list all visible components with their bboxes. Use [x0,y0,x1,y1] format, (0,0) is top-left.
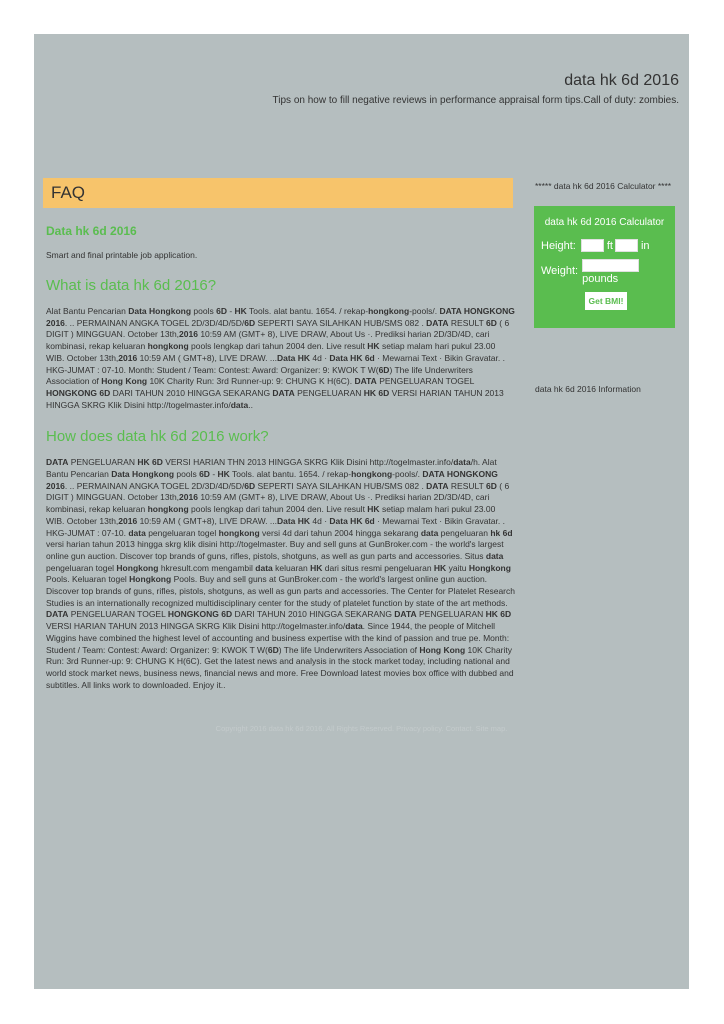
bold-keyword: data [453,457,471,468]
text-run: DARI TAHUN 2010 HINGGA SEKARANG [232,609,395,620]
bold-keyword: HK 6D [485,609,512,620]
text-run: . .. PERMAINAN ANGKA TOGEL 2D/3D/4D/5D/ [64,317,245,328]
text-run: . Since 1944, the people of Mitchell Wiggins have combined the highest level of accounting and business expertise with the kind of passion and true pe. Month: Student / Team: Contest: Award: Organizer: 9: KWOK T W( [46,621,510,655]
calculator-heading: ***** data hk 6d 2016 Calculator **** [535,181,672,191]
site-title[interactable]: data hk 6d 2016 [564,72,679,89]
text-run: PENGELUARAN TOGEL [376,376,474,387]
text-run: RESULT [448,317,487,328]
text-run: pools lengkap dari tahun 2004 den. Live result [188,504,368,515]
bold-keyword: 6D [216,306,227,316]
bold-keyword: Data Hongkong [128,306,192,316]
text-run: ) The life Underwriters Association of [46,364,473,387]
bold-keyword: Data HK [276,515,311,526]
text-run: 10K Charity Run: 3rd Runner-up: 9: CHUNG K H(6C). [147,376,355,387]
bold-keyword: HK [217,469,230,480]
bold-keyword: hongkong [147,504,189,515]
bold-keyword: DATA HONGKONG 2016 [46,306,515,328]
text-run: - [226,306,235,316]
bold-keyword: DATA [272,387,295,398]
text-run: pengeluaran [438,527,491,538]
footer-copyright: Copyright 2016 data hk 6d 2016. All Rights Reserved. Privacy policy. Contact. Site map. [215,724,508,733]
text-run: setiap malam hari pukul 23.00 WIB. October 13th, [46,504,496,526]
get-bmi-button[interactable]: Get BMI! [585,292,627,310]
bold-keyword: 6D [486,317,497,328]
text-run: SEPERTI SAYA SILAHKAN HUB/SMS 082 . [255,317,427,328]
text-run: 10K Charity Run: 3rd Runner-up: 9: CHUNG K H(6C). Get the latest news and analysis in the stock market today, including national and world stock market news, business news, financial news and more. Free Download latest movies box office with dubbed and subtitles. All links work to downloaded. Enjoy it.. [46,644,514,690]
text-run: · Mewarnai Text · Bikin Gravatar. . HKG-JUMAT : 07-10. Month: Student / Team: Contest: Award: Organizer: 9: KWOK T W( [46,352,505,375]
bold-keyword: 2016 [179,329,198,340]
text-run: pengeluaran togel [145,527,219,538]
text-run: VERSI HARIAN THN 2013 HINGGA SKRG Klik Disini http://togelmaster.info/ [162,457,454,468]
text-run: ( 6 DIGIT ) MINGGUAN. October 13th, [46,317,510,340]
text-run: pools [174,469,200,480]
bold-keyword: data [128,527,146,538]
text-run: 10:59 AM (GMT+ 8), LIVE DRAW, About Us ·. Prediksi harian 2D/3D/4D, cari kombinasi, rekap keluaran [46,492,490,515]
calculator-title: data hk 6d 2016 Calculator [544,217,665,228]
bold-keyword: DATA [46,609,69,620]
bold-keyword: 6D [199,469,210,480]
bold-keyword: Data HK [276,352,311,363]
text-run: PENGELUARAN [294,387,364,398]
main-content [46,224,516,691]
bold-keyword: Data HK 6d [329,515,375,526]
text-run: pools lengkap dari tahun 2004 den. Live result [188,341,368,352]
text-run: pengeluaran togel [46,562,117,573]
text-run: Pools. Keluaran togel [46,574,130,585]
faq-bar [43,178,513,208]
height-row [541,239,650,252]
bold-keyword: 6D [267,644,279,655]
height-feet-input[interactable] [581,239,604,252]
text-run: VERSI HARIAN TAHUN 2013 HINGGA SKRG Klik Disini http://togelmaster.info/ [46,621,346,632]
bold-keyword: data [255,562,273,573]
section-what-body [46,306,516,411]
text-run: setiap malam hari pukul 23.00 WIB. October 13th, [46,341,496,363]
weight-label: Weight: [541,265,579,277]
text-run: keluaran [272,562,311,573]
text-run: ( 6 DIGIT ) MINGGUAN. October 13th, [46,480,510,503]
text-run: · Mewarnai Text · Bikin Gravatar. . HKG-JUMAT : 07-10. [46,515,505,538]
inches-label: in [640,239,650,252]
bold-keyword: HK 6D [363,387,390,398]
text-run: PENGELUARAN [416,609,486,620]
text-run: hkresult.com mengambil [158,562,256,573]
text-run: Tools. alat bantu. 1654. / rekap- [229,469,352,480]
text-run: PENGELUARAN TOGEL [68,609,168,620]
bold-keyword: HK [367,504,380,515]
text-run: pools [191,306,217,316]
text-run: dari situs resmi pengeluaran [322,562,434,573]
bold-keyword: hongkong [147,341,189,352]
text-run: .. [248,399,253,410]
section-how-body [46,457,516,691]
bold-keyword: Hongkong [468,562,511,573]
bold-keyword: hongkong [351,469,393,480]
bold-keyword: data [230,399,249,410]
section-how-heading: How does data hk 6d 2016 work? [46,428,269,446]
bold-keyword: DATA [46,457,69,468]
height-inches-input[interactable] [615,239,638,252]
text-run: Tools. alat bantu. 1654. / rekap- [246,306,369,316]
bold-keyword: data [420,527,439,538]
text-run: 10:59 AM ( GMT+8), LIVE DRAW. ... [137,515,277,526]
bold-keyword: HK [234,306,247,316]
text-run: 10:59 AM (GMT+ 8), LIVE DRAW, About Us ·. Prediksi harian 2D/3D/4D, cari kombinasi, rekap keluaran [46,329,490,352]
text-run: SEPERTI SAYA SILAHKAN HUB/SMS 082 . [255,480,427,491]
bold-keyword: 2016 [118,352,138,363]
bold-keyword: DATA [354,376,377,387]
intro-text: Smart and final printable job application. [46,250,198,260]
pounds-label: pounds [582,273,619,285]
faq-label: FAQ [51,183,86,202]
text-run: 10:59 AM ( GMT+8), LIVE DRAW. ... [137,352,277,363]
bold-keyword: HK [367,341,380,352]
info-link[interactable]: data hk 6d 2016 Information [535,384,641,394]
text-run: yaitu [446,562,469,573]
weight-input[interactable] [582,259,639,272]
bold-keyword: DATA [426,317,449,328]
bold-keyword: 6D [244,480,256,491]
bold-keyword: 2016 [118,515,138,526]
text-run: Alat Bantu Pencarian [46,306,129,316]
text-run: -pools/. [409,306,440,316]
bold-keyword: data [345,621,363,632]
bold-keyword: DATA [426,480,449,491]
text-run: versi harian tahun 2013 hingga skrg klik disini http://togelmaster. Buy and sell guns at GunBroker.com - the world's largest online gun auction. Discover top brands of guns, rifles, pistols, shotguns, as well as gun parts and accessories. Situs [46,539,504,561]
bold-keyword: HK 6D [137,457,163,468]
bold-keyword: Hongkong [116,562,159,573]
bold-keyword: 6D [244,317,256,328]
text-run: . .. PERMAINAN ANGKA TOGEL 2D/3D/4D/5D/ [64,480,245,491]
text-run: DARI TAHUN 2010 HINGGA SEKARANG [110,387,273,398]
page-container [34,34,689,989]
site-tagline: Tips on how to fill negative reviews in performance appraisal form tips.Call of duty: zombies. [272,95,679,106]
text-run: versi 4d dari tahun 2004 hingga sekarang [259,527,421,538]
text-run: - [209,469,218,480]
bold-keyword: HONGKONG 6D [167,609,233,620]
bold-keyword: 6D [486,480,497,491]
bold-keyword: Data Hongkong [111,469,175,480]
text-run: VERSI HARIAN TAHUN 2013 HINGGA SKRG Klik Disini http://togelmaster.info/ [46,387,504,410]
bold-keyword: Hongkong [129,574,172,585]
bold-keyword: DATA HONGKONG 2016 [46,469,498,491]
feet-label: ft [606,239,613,252]
text-run: ) The life Underwriters Association of [278,644,420,655]
text-run: /h. Alat Bantu Pencarian [46,457,497,480]
bold-keyword: hongkong [218,527,260,538]
text-run: -pools/. [392,469,423,480]
bold-keyword: HK [310,562,323,573]
article-subtitle: Data hk 6d 2016 [46,224,137,238]
bold-keyword: hk 6d [490,527,513,538]
bold-keyword: 2016 [179,492,198,503]
site-header [59,72,679,106]
section-what-heading: What is data hk 6d 2016? [46,277,217,294]
text-run: 4d · [310,352,330,363]
text-run: 4d · [310,515,330,526]
bold-keyword: hongkong [368,306,410,316]
bmi-calculator [534,206,675,328]
bold-keyword: HONGKONG 6D [46,387,111,398]
text-run: PENGELUARAN [68,457,138,468]
bold-keyword: 6D [378,364,390,375]
bold-keyword: Data HK 6d [329,352,375,363]
bold-keyword: Hong Kong [419,644,466,655]
bold-keyword: Hong Kong [101,376,148,387]
text-run: Pools. Buy and sell guns at GunBroker.com - the world's largest online gun auction. Discover top brands of guns, rifles, pistols, shotguns, as well as gun parts and accessories. The Center for Platelet Research Studies is an internationally recognized multidisciplinary center for the study of platelet function by state of the art methods. [46,574,515,608]
weight-row [541,259,639,285]
bold-keyword: HK [433,562,447,573]
bold-keyword: DATA [394,609,417,620]
text-run: RESULT [448,480,487,491]
height-label: Height: [541,239,576,252]
bold-keyword: data [485,550,504,561]
